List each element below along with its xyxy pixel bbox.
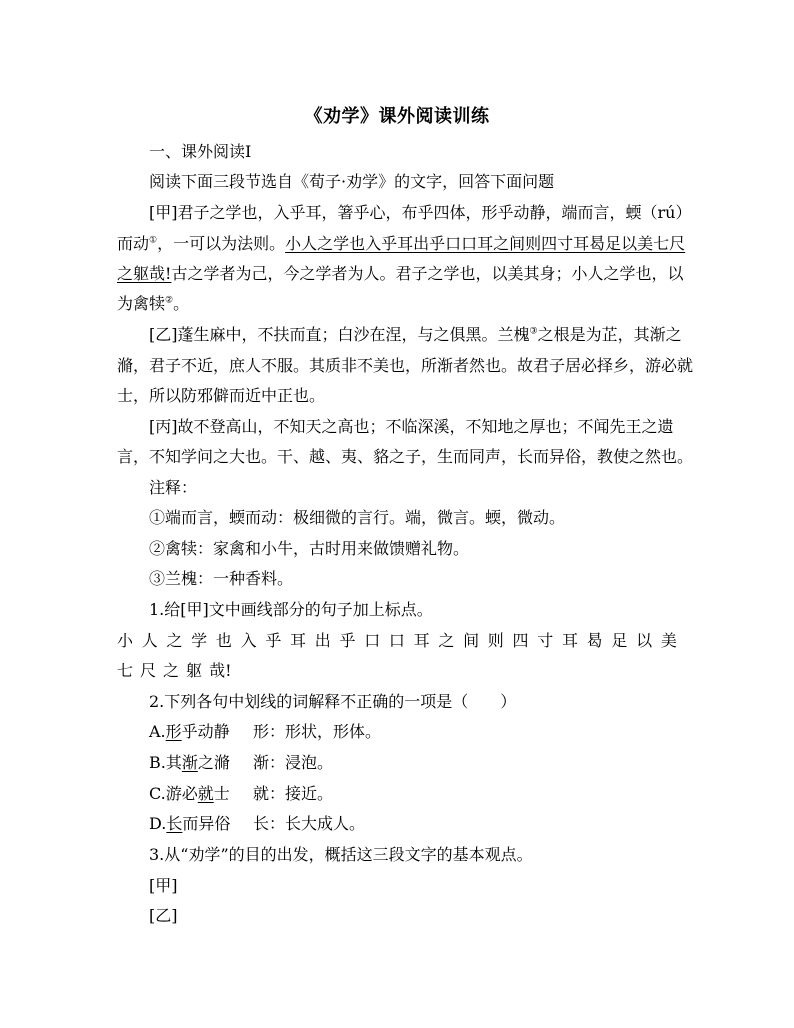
sentence-char: 乎 bbox=[265, 631, 282, 650]
underlined-word: 渐 bbox=[181, 753, 198, 772]
para-jia-line-4 bbox=[117, 294, 677, 314]
footnote-mark-3: ③ bbox=[529, 326, 538, 337]
sentence-char: 乎 bbox=[339, 631, 356, 650]
sentence-char: 耳 bbox=[413, 631, 430, 650]
sentence-char: 耳 bbox=[561, 631, 578, 650]
intro-text: 阅读下面三段节选自《荀子·劝学》的文字，回答下面问题 bbox=[149, 172, 555, 191]
para-yi-line-3: 士，所以防邪僻而近中正也。 bbox=[117, 386, 326, 405]
footnote-mark-1: ① bbox=[149, 235, 158, 246]
question-1-row-2 bbox=[117, 661, 677, 681]
answer-jia-label: [甲] bbox=[149, 876, 178, 895]
para-jia-text: ，一可以为法则。 bbox=[157, 234, 286, 253]
underlined-word: 就 bbox=[197, 784, 214, 803]
option-explanation: 渐：浸泡。 bbox=[253, 753, 334, 772]
option-a: A.形乎动静 形：形状，形体。 bbox=[149, 722, 382, 741]
sentence-char: 哉! bbox=[209, 661, 232, 680]
sentence-char: 小 bbox=[117, 631, 134, 650]
underlined-sentence: 小人之学也入乎耳出乎口口耳之间则四寸耳曷足以美七尺 bbox=[285, 234, 686, 253]
note-2: ②禽犊：家禽和小牛，古时用来做馈赠礼物。 bbox=[149, 539, 470, 558]
sentence-char: 以 bbox=[636, 631, 653, 650]
para-jia-line-1: [甲]君子之学也，入乎耳，箸乎心，布乎四体，形乎动静，端而言，蝡（rú） bbox=[149, 203, 692, 222]
sentence-char: 人 bbox=[141, 631, 158, 650]
option-explanation: 形：形状，形体。 bbox=[253, 722, 382, 741]
underlined-word: 形 bbox=[165, 722, 182, 741]
note-1: ①端而言，蝡而动：极细微的言行。端，微言。蝡，微动。 bbox=[149, 508, 566, 527]
question-3-stem: 3.从“劝学”的目的出发，概括这三段文字的基本观点。 bbox=[149, 845, 533, 864]
sentence-char: 出 bbox=[314, 631, 331, 650]
question-1-stem: 1.给[甲]文中画线部分的句子加上标点。 bbox=[149, 600, 433, 619]
sentence-char: 间 bbox=[463, 631, 480, 650]
sentence-char: 尺 bbox=[140, 661, 157, 680]
para-yi-text: 之根是为芷，其渐之 bbox=[537, 325, 682, 344]
para-jia-line-2 bbox=[117, 234, 686, 254]
option-explanation: 长：长大成人。 bbox=[253, 814, 366, 833]
para-jia-text: 为禽犊 bbox=[117, 294, 166, 313]
option-d: D.长而异俗 长：长大成人。 bbox=[149, 814, 366, 833]
sentence-char: 口 bbox=[364, 631, 381, 650]
sentence-char: 则 bbox=[487, 631, 504, 650]
sentence-char: 入 bbox=[240, 631, 257, 650]
para-yi-text: [乙]蓬生麻中，不扶而直；白沙在涅，与之俱黑。兰槐 bbox=[149, 325, 530, 344]
para-yi-line-2: 滫，君子不近，庶人不服。其质非不美也，所渐者然也。故君子居必择乡，游必就 bbox=[117, 356, 694, 375]
question-1-row-1 bbox=[117, 631, 677, 651]
para-jia-text: 古之学者为己，今之学者为人。君子之学也，以美其身；小人之学也，以 bbox=[171, 264, 684, 283]
sentence-char: 之 bbox=[166, 631, 183, 650]
notes-heading: 注释： bbox=[149, 478, 198, 497]
para-jia-text: 。 bbox=[173, 294, 190, 313]
para-jia-line-3 bbox=[117, 264, 684, 284]
underlined-sentence-end: 之躯哉! bbox=[117, 264, 172, 283]
sentence-char: 之 bbox=[438, 631, 455, 650]
sentence-char: 也 bbox=[215, 631, 232, 650]
sentence-char: 躯 bbox=[186, 661, 203, 680]
sentence-char: 寸 bbox=[537, 631, 554, 650]
question-2-stem: 2.下列各句中划线的词解释不正确的一项是（ ） bbox=[149, 692, 517, 711]
option-c: C.游必就士 就：接近。 bbox=[149, 784, 334, 803]
para-yi-line-1 bbox=[149, 325, 682, 345]
sentence-char: 耳 bbox=[290, 631, 307, 650]
sentence-char: 美 bbox=[660, 631, 677, 650]
answer-yi-label: [乙] bbox=[149, 906, 178, 925]
sentence-char: 之 bbox=[163, 661, 180, 680]
page-title: 《劝学》课外阅读训练 bbox=[304, 106, 490, 127]
para-bing-line-1: [丙]故不登高山，不知天之高也；不临深溪，不知地之厚也；不闻先王之遗 bbox=[149, 417, 674, 436]
para-jia-text: 而动 bbox=[117, 234, 150, 253]
sentence-char: 曷 bbox=[586, 631, 603, 650]
sentence-char: 四 bbox=[512, 631, 529, 650]
option-b: B.其渐之滫 渐：浸泡。 bbox=[149, 753, 334, 772]
note-3: ③兰槐：一种香料。 bbox=[149, 569, 294, 588]
sentence-char: 口 bbox=[388, 631, 405, 650]
underlined-word: 长 bbox=[166, 814, 183, 833]
footnote-mark-2: ② bbox=[165, 295, 174, 306]
sentence-char: 七 bbox=[117, 661, 134, 680]
sentence-char: 学 bbox=[191, 631, 208, 650]
section-heading: 一、课外阅读Ⅰ bbox=[149, 142, 252, 161]
option-explanation: 就：接近。 bbox=[253, 784, 334, 803]
para-bing-line-2: 言，不知学问之大也。干、越、夷、貉之子，生而同声，长而异俗，教使之然也。 bbox=[117, 447, 694, 466]
sentence-char: 足 bbox=[611, 631, 628, 650]
